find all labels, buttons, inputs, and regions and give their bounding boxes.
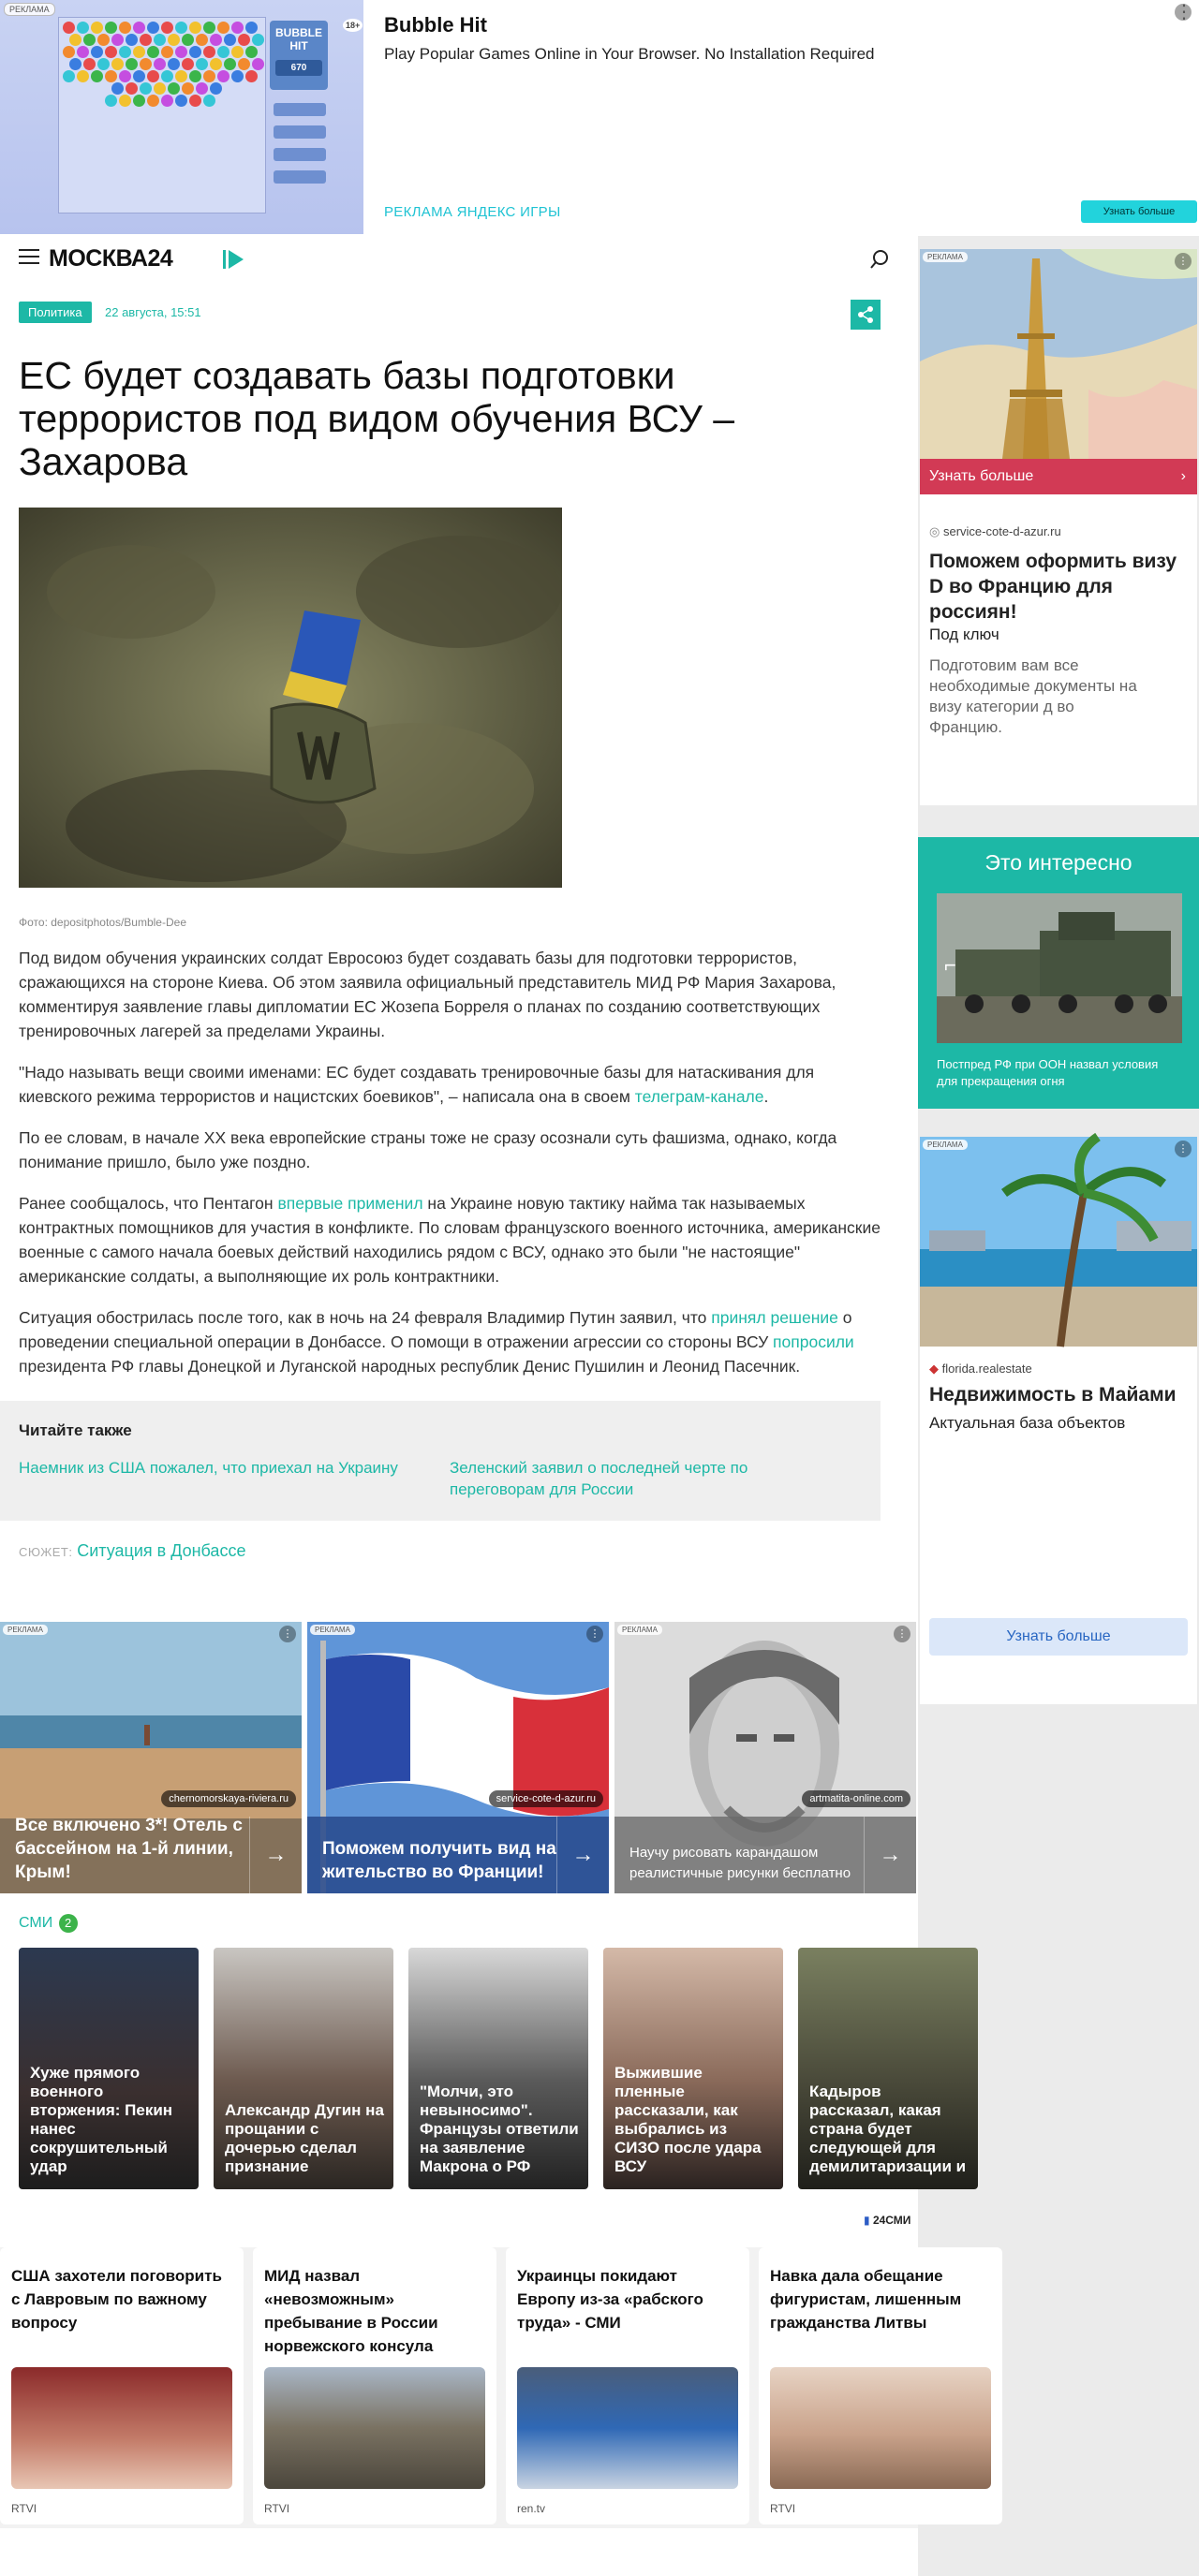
bubble — [63, 70, 75, 82]
bubble — [175, 70, 187, 82]
game-menu-button — [274, 170, 326, 184]
game-menu-button — [274, 148, 326, 161]
paragraph: По ее словам, в начале XX века европейские страны тоже не сразу осознали суть фашизма, однако, когда понимание пришло, было уже поздно. — [19, 1128, 837, 1171]
bubble — [119, 95, 131, 107]
bubble — [224, 58, 236, 70]
bubble — [105, 46, 117, 58]
age-badge: 18+ — [343, 19, 363, 32]
bubble — [161, 95, 173, 107]
news-card[interactable] — [759, 2247, 1002, 2524]
bubble — [91, 70, 103, 82]
bubble — [147, 95, 159, 107]
ad-image[interactable] — [920, 249, 1197, 459]
bubble — [175, 46, 187, 58]
bubble — [245, 22, 258, 34]
bubble — [252, 58, 264, 70]
bubble — [231, 70, 244, 82]
game-menu-button — [274, 125, 326, 139]
menu-icon[interactable] — [19, 249, 39, 268]
ad-badge: РЕКЛАМА — [923, 1140, 968, 1150]
bubble — [105, 95, 117, 107]
bubble — [182, 82, 194, 95]
bubble — [196, 82, 208, 95]
bubble — [97, 58, 110, 70]
news-source: RTVI — [770, 2502, 796, 2515]
sidebar-ad-visa[interactable] — [920, 249, 1197, 805]
bubble — [168, 34, 180, 46]
bubble — [77, 46, 89, 58]
arrow-right-icon[interactable]: → — [556, 1817, 609, 1893]
bubble — [147, 70, 159, 82]
telegram-link[interactable]: телеграм-канале — [634, 1087, 764, 1106]
ad-title[interactable]: Все включено 3*! Отель с бассейном на 1-й линии, Крым! — [15, 1816, 243, 1882]
story-card[interactable] — [214, 1948, 393, 2189]
bubble — [133, 95, 145, 107]
right-sidebar — [918, 236, 1199, 2576]
ad-badge: РЕКЛАМА — [923, 252, 968, 262]
ad-tile-crimea[interactable] — [0, 1622, 302, 1893]
search-icon[interactable] — [869, 249, 890, 270]
learn-more-button[interactable]: Узнать больше — [1081, 200, 1197, 223]
inline-link[interactable]: попросили — [773, 1332, 854, 1351]
more-options-icon[interactable]: ⋮ — [1175, 2, 1193, 22]
bubble — [238, 58, 250, 70]
story-link[interactable]: Ситуация в Донбассе — [77, 1541, 246, 1560]
bubble — [105, 70, 117, 82]
bubble — [210, 82, 222, 95]
chevron-right-icon: › — [1180, 468, 1186, 484]
bubble — [111, 58, 124, 70]
bubble — [210, 34, 222, 46]
ad-title[interactable]: Bubble Hit — [384, 13, 487, 37]
bubble — [126, 58, 138, 70]
bubble — [175, 22, 187, 34]
military-vehicles-image — [937, 893, 1182, 1043]
story-title[interactable]: Кадыров рассказал, какая страна будет следующей для демилитаризации и — [809, 2083, 967, 2175]
bubble — [161, 22, 173, 34]
bubble — [119, 70, 131, 82]
bubble — [126, 82, 138, 95]
ad-source[interactable]: service-cote-d-azur.ru — [489, 1790, 603, 1807]
news-image[interactable] — [770, 2367, 991, 2489]
bubble — [140, 82, 152, 95]
story-title[interactable]: Выжившие пленные рассказали, как выбрались из СИЗО после удара ВСУ — [614, 2064, 762, 2175]
chevron-left-icon[interactable]: ⌐ — [944, 953, 956, 977]
article-body — [19, 946, 881, 1378]
paragraph: "Надо называть вещи своими именами: ЕС будет создавать тренировочные базы для натаскивания для киевского режима террористов и нацистских боевиков", – написала она в своем телеграм-канале. — [19, 1063, 815, 1106]
bubble — [252, 34, 264, 46]
news-title[interactable]: Навка дала обещание фигуристам, лишенным гражданства Литвы — [770, 2267, 962, 2332]
article-photo — [19, 508, 562, 888]
bubble — [154, 34, 166, 46]
news-image[interactable] — [264, 2367, 485, 2489]
play-icon[interactable] — [221, 247, 245, 272]
bubble — [69, 34, 81, 46]
bubble — [189, 46, 201, 58]
bubble — [245, 70, 258, 82]
soldier-photo-image — [19, 508, 562, 888]
photo-caption: Фото: depositphotos/Bumble-Dee — [19, 916, 186, 929]
more-options-icon[interactable]: ⋮ — [1175, 1141, 1192, 1157]
news-title[interactable]: США захотели поговорить с Лавровым по важному вопросу — [11, 2267, 222, 2332]
smi24-logo[interactable]: ▮ 24СМИ — [864, 2214, 911, 2227]
ad-source[interactable]: РЕКЛАМА ЯНДЕКС ИГРЫ — [384, 204, 561, 220]
ad-domain[interactable]: ◆ florida.realestate — [929, 1362, 1032, 1376]
arrow-right-icon[interactable]: → — [249, 1817, 302, 1893]
bubble — [126, 34, 138, 46]
bubble — [119, 22, 131, 34]
ad-domain[interactable]: ◎ service-cote-d-azur.ru — [929, 524, 1061, 538]
ad-title[interactable]: Поможем получить вид на жительство во Франции! — [322, 1839, 556, 1882]
ad-tile-drawing[interactable] — [614, 1622, 916, 1893]
bubble — [217, 46, 229, 58]
article — [19, 300, 881, 1378]
bubble — [217, 70, 229, 82]
bubble — [175, 95, 187, 107]
ad-badge: РЕКЛАМА — [4, 3, 55, 16]
bubble — [182, 34, 194, 46]
ad-badge: РЕКЛАМА — [617, 1625, 662, 1635]
article-date: 22 августа, 15:51 — [105, 305, 201, 319]
bubble — [238, 34, 250, 46]
site-header — [0, 236, 899, 283]
news-source: RTVI — [264, 2502, 290, 2515]
bubble — [203, 70, 215, 82]
bubble — [140, 34, 152, 46]
ad-row — [0, 1622, 918, 1893]
bubble — [133, 46, 145, 58]
news-row — [0, 2247, 962, 2528]
story-title[interactable]: "Молчи, это невыносимо". Французы ответили на заявление Макрона о РФ — [420, 2083, 579, 2175]
bubble — [203, 46, 215, 58]
bubble — [133, 22, 145, 34]
ad-title[interactable]: Научу рисовать карандашом реалистичные рисунки бесплатно — [629, 1845, 851, 1881]
story-card[interactable] — [798, 1948, 978, 2189]
news-title[interactable]: Украинцы покидают Европу из-за «рабского труда» - СМИ — [517, 2267, 703, 2332]
news-card[interactable] — [0, 2247, 244, 2524]
bubble — [189, 95, 201, 107]
interesting-block — [918, 837, 1199, 1109]
smi24-icon: ▮ — [864, 2214, 870, 2227]
bubble — [91, 46, 103, 58]
ad-tile-france[interactable] — [307, 1622, 609, 1893]
ad-badge: РЕКЛАМА — [3, 1625, 48, 1635]
ad-title[interactable]: Поможем оформить визу D во Францию для россиян! — [929, 551, 1177, 623]
bubble — [168, 58, 180, 70]
ad-title[interactable]: Недвижимость в Майами — [929, 1384, 1177, 1406]
bubble — [69, 58, 81, 70]
game-menu-button — [274, 103, 326, 116]
interesting-title: Это интересно — [984, 850, 1132, 875]
article-headline: ЕС будет создавать базы подготовки террористов под видом обучения ВСУ – Захарова — [19, 354, 735, 483]
story-card[interactable] — [603, 1948, 783, 2189]
story-card[interactable] — [19, 1948, 199, 2189]
ad-subtitle[interactable]: Под ключ — [929, 626, 999, 643]
bubble — [224, 34, 236, 46]
bubble — [133, 70, 145, 82]
bubble — [119, 46, 131, 58]
inline-link[interactable]: принял решение — [711, 1308, 838, 1327]
story-title[interactable]: Александр Дугин на прощании с дочерью сделал признание — [225, 2101, 384, 2175]
more-options-icon[interactable]: ⋮ — [279, 1626, 296, 1642]
bubble — [63, 46, 75, 58]
game-board — [58, 17, 266, 213]
ad-source[interactable]: chernomorskaya-riviera.ru — [161, 1790, 296, 1807]
more-options-icon[interactable]: ⋮ — [1175, 253, 1192, 270]
ad-subtitle[interactable]: Актуальная база объектов — [929, 1414, 1126, 1432]
bubble — [83, 34, 96, 46]
map-eiffel-image — [920, 249, 1197, 459]
news-card[interactable] — [506, 2247, 749, 2524]
bubble — [97, 34, 110, 46]
game-logo — [270, 21, 328, 90]
smi-label[interactable]: СМИ 2 — [19, 1914, 78, 1933]
bubble — [105, 22, 117, 34]
news-image[interactable] — [11, 2367, 232, 2489]
more-options-icon[interactable]: ⋮ — [586, 1626, 603, 1642]
rubric-tag[interactable]: Политика — [19, 302, 92, 323]
miami-palm-image — [920, 1137, 1197, 1347]
bubble — [203, 95, 215, 107]
story-label: СЮЖЕТ: — [19, 1545, 73, 1559]
bubble — [245, 46, 258, 58]
more-options-icon[interactable]: ⋮ — [894, 1626, 910, 1642]
smi-count-badge: 2 — [59, 1914, 78, 1933]
ad-description[interactable]: Подготовим вам все необходимые документы на визу категории д во Францию. — [929, 656, 1137, 736]
news-title[interactable]: МИД назвал «невозможным» пребывание в России норвежского консула — [264, 2267, 438, 2355]
ad-image[interactable] — [920, 1137, 1197, 1347]
paragraph: Под видом обучения украинских солдат Евросоюз будет создавать базы для подготовки террористов, сражающихся на стороне Киева. Об этом заявила официальный представитель МИД РФ Мария Захарова, комментируя заявление главы дипломатии ЕС Жозепа Борреля о планах по созданию соответствующих тренировочных лагерей за пределами Украины. — [19, 949, 836, 1040]
read-also-title: Читайте также — [19, 1421, 132, 1439]
news-card[interactable] — [253, 2247, 496, 2524]
read-also-block — [0, 1401, 881, 1521]
top-ad-banner[interactable] — [0, 0, 1199, 234]
story-title[interactable]: Хуже прямого военного вторжения: Пекин нанес сокрушительный удар — [30, 2064, 173, 2175]
bubble — [161, 46, 173, 58]
bubble — [203, 22, 215, 34]
share-icon[interactable] — [851, 300, 881, 330]
bubble — [77, 22, 89, 34]
news-source: RTVI — [11, 2502, 37, 2515]
bubble — [83, 58, 96, 70]
bubble — [231, 46, 244, 58]
story-card[interactable] — [408, 1948, 588, 2189]
story-tag — [19, 1541, 245, 1561]
learn-more-button[interactable]: Узнать больше › — [920, 459, 1197, 494]
game-logo-text: BUBBLE HIT — [275, 26, 322, 52]
bubble — [182, 58, 194, 70]
inline-link[interactable]: впервые применил — [277, 1194, 423, 1213]
bubble — [217, 22, 229, 34]
site-logo[interactable]: МОСКВА24 — [49, 245, 173, 272]
interesting-caption[interactable]: Постпред РФ при ООН назвал условия для прекращения огня — [937, 1057, 1159, 1088]
arrow-right-icon[interactable]: → — [864, 1817, 916, 1893]
bubble — [168, 82, 180, 95]
read-also-link[interactable]: Зеленский заявил о последней черте по переговорам для России — [450, 1459, 748, 1498]
interesting-image[interactable] — [937, 893, 1182, 1043]
news-image[interactable] — [517, 2367, 738, 2489]
bubble — [63, 22, 75, 34]
bubble — [154, 82, 166, 95]
ad-description[interactable]: Play Popular Games Online in Your Browser. No Installation Required — [384, 45, 875, 63]
paragraph: Ранее сообщалось, что Пентагон впервые применил на Украине новую тактику найма так называемых контрактных помощников для участия в конфликте. По словам французского военного источника, американские военные с самого начала боевых действий находились рядом с ВСУ, однако это были "не настоящие" американские солдаты, а выполняющие их роль контрактники. — [19, 1194, 881, 1286]
bubble — [147, 46, 159, 58]
sidebar-ad-miami[interactable] — [920, 1137, 1197, 1704]
bubble — [111, 34, 124, 46]
bubble — [140, 58, 152, 70]
bubble — [196, 34, 208, 46]
read-also-link[interactable]: Наемник из США пожалел, что приехал на Украину — [19, 1459, 398, 1477]
ad-source[interactable]: artmatita-online.com — [802, 1790, 910, 1807]
article-meta — [19, 300, 881, 326]
bubble — [154, 58, 166, 70]
game-score: 670 — [275, 60, 322, 76]
globe-icon: ◎ — [929, 524, 940, 538]
bubble — [111, 82, 124, 95]
bubble — [77, 70, 89, 82]
bubble — [189, 70, 201, 82]
news-source: ren.tv — [517, 2502, 546, 2515]
paragraph: Ситуация обострилась после того, как в ночь на 24 февраля Владимир Путин заявил, что принял решение о проведении специальной операции в Донбассе. О помощи в отражении агрессии со стороны ВСУ попросили президента РФ главы Донецкой и Луганской народных республик Денис Пушилин и Леонид Пасечник. — [19, 1308, 854, 1376]
bubble — [210, 58, 222, 70]
ad-badge: РЕКЛАМА — [310, 1625, 355, 1635]
bubble — [196, 58, 208, 70]
game-screenshot[interactable] — [0, 0, 363, 234]
bubble — [189, 22, 201, 34]
bubble — [161, 70, 173, 82]
bubble — [147, 22, 159, 34]
bubble — [91, 22, 103, 34]
favicon-icon: ◆ — [929, 1362, 939, 1376]
bubble — [231, 22, 244, 34]
learn-more-button[interactable]: Узнать больше — [929, 1618, 1188, 1656]
smi-stories — [19, 1948, 967, 2189]
